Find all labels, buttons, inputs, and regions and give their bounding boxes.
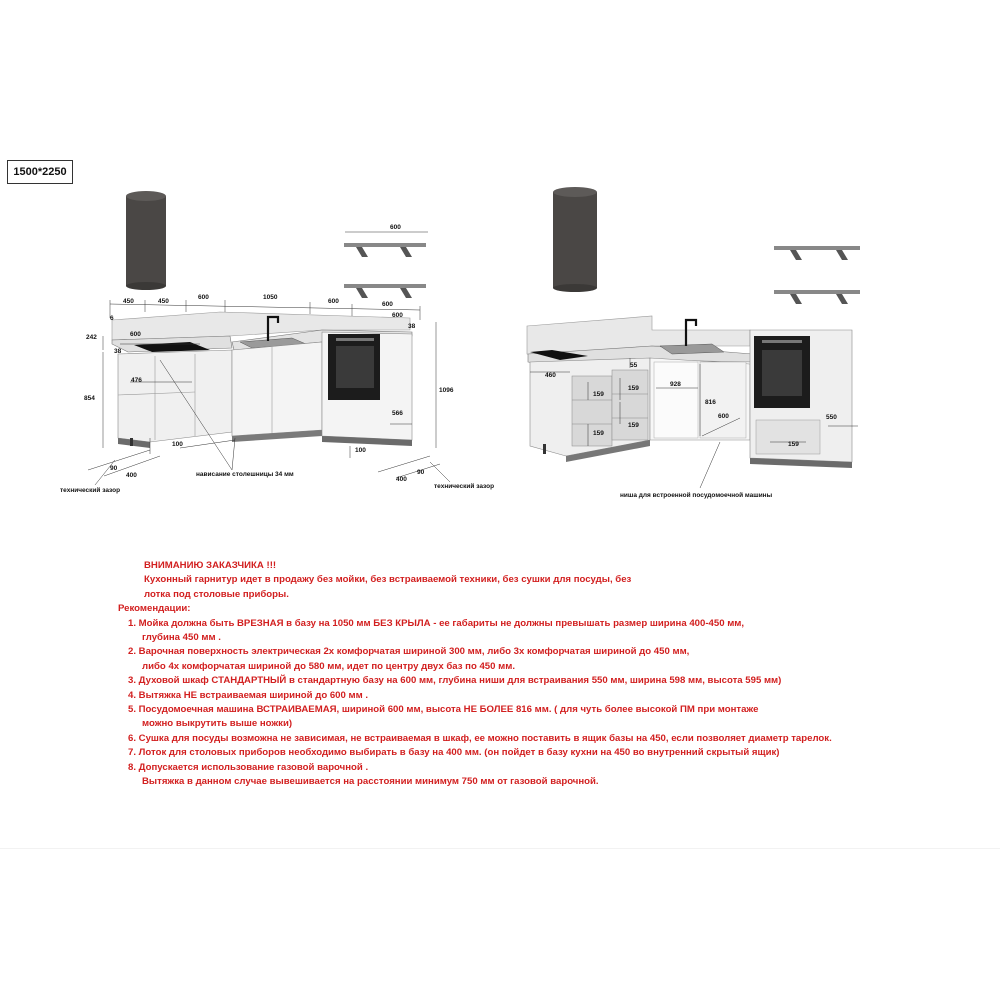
dim-460: 460 [545, 372, 556, 379]
recommendation-2-cont: либо 4х комфорчатая шириной до 580 мм, идет по центру двух баз по 450 мм. [142, 660, 516, 672]
dim-400b: 400 [396, 476, 407, 483]
dim-38b: 38 [408, 323, 416, 330]
recommendation-6: 6. Сушка для посуды возможна не зависимая, не встраиваемая в шкаф, ее можно поставить в ящик базы на 450, если позволяет диаметр тарелок. [128, 732, 832, 744]
dim-38a: 38 [114, 348, 122, 355]
dim-55: 55 [630, 362, 638, 369]
recommendation-5: 5. Посудомоечная машина ВСТРАИВАЕМАЯ, шириной 600 мм, высота НЕ БОЛЕЕ 816 мм. ( для чуть более высокой ПМ при монтаже [128, 704, 759, 716]
warning-title: ВНИМАНИЮ ЗАКАЗЧИКА !!! [144, 560, 277, 571]
caption-niche: ниша для встроенной посудомоечной машины [620, 492, 773, 499]
customer-notes [118, 559, 898, 790]
caption-gap-right: технический зазор [434, 483, 495, 490]
dim-928: 928 [670, 381, 681, 388]
shelf-icon [344, 243, 426, 298]
right-kitchen-drawing [520, 180, 870, 500]
dim-6: 6 [110, 315, 114, 322]
hood-icon [553, 187, 597, 292]
divider [0, 848, 1000, 849]
dim-816: 816 [705, 399, 716, 406]
dim-600e: 600 [130, 331, 141, 338]
hood-icon [126, 191, 166, 290]
dim-242: 242 [86, 334, 97, 341]
caption-gap-left: технический зазор [60, 487, 121, 494]
dim-159e: 159 [788, 441, 799, 448]
dim-159c: 159 [628, 422, 639, 429]
dim-854: 854 [84, 395, 95, 402]
dim-550: 550 [826, 414, 837, 421]
recommendation-8-cont: Вытяжка в данном случае вывешивается на расстоянии минимум 750 мм от газовой варочной. [142, 776, 599, 788]
recommendation-4: 4. Вытяжка НЕ встраиваемая шириной до 600 мм . [128, 689, 369, 701]
warning-line-2: лотка под столовые приборы. [144, 588, 289, 600]
dim-400a: 400 [126, 472, 137, 479]
caption-overhang: нависание столешницы 34 мм [196, 471, 294, 478]
recommendation-2: 2. Варочная поверхность электрическая 2х комфорчатая шириной 300 мм, либо 3х комфорчатая шириной до 450 мм, [128, 646, 690, 658]
dim-159b: 159 [628, 385, 639, 392]
recommendation-5-cont: можно выкрутить выше ножки) [142, 718, 293, 730]
dim-476: 476 [131, 377, 142, 384]
dim-600b: 600 [328, 298, 339, 305]
dim-600-top: 600 [198, 294, 209, 301]
dim-100b: 100 [355, 447, 366, 454]
size-label: 1500*2250 [7, 160, 73, 184]
warning-line-1: Кухонный гарнитур идет в продажу без мойки, без встраиваемой техники, без сушки для посуды, без [144, 574, 632, 586]
shelf-icon [774, 246, 860, 304]
dim-90a: 90 [110, 465, 118, 472]
dim-600c: 600 [382, 301, 393, 308]
dim-600: 600 [718, 413, 729, 420]
recommendations-title: Рекомендации: [118, 603, 191, 615]
dim-1050: 1050 [263, 294, 278, 301]
recommendation-1-cont: глубина 450 мм . [142, 632, 221, 644]
dim-600d: 600 [392, 312, 403, 319]
recommendation-7: 7. Лоток для столовых приборов необходимо выбирать в базу на 400 мм. (он пойдет в базу кухни на 450 во внутренний скрытый ящик) [128, 747, 780, 759]
recommendation-1: 1. Мойка должна быть ВРЕЗНАЯ в базу на 1050 мм БЕЗ КРЫЛА - ее габариты не должны превышать размер ширина 400-450 мм, [128, 617, 745, 629]
dim-450a: 450 [123, 298, 134, 305]
recommendation-3: 3. Духовой шкаф СТАНДАРТНЫЙ в стандартную базу на 600 мм, глубина ниши для встраивания 550 мм, ширина 598 мм, высота 595 мм) [128, 675, 782, 687]
dim-159d: 159 [593, 430, 604, 437]
recommendation-8: 8. Допускается использование газовой варочной . [128, 761, 369, 773]
dim-1096: 1096 [439, 387, 454, 394]
dim-90b: 90 [417, 469, 425, 476]
dim-159a: 159 [593, 391, 604, 398]
dim-566: 566 [392, 410, 403, 417]
dim-450b: 450 [158, 298, 169, 305]
left-kitchen-drawing [60, 180, 510, 500]
dim-600-shelf: 600 [390, 224, 401, 231]
dim-100a: 100 [172, 441, 183, 448]
